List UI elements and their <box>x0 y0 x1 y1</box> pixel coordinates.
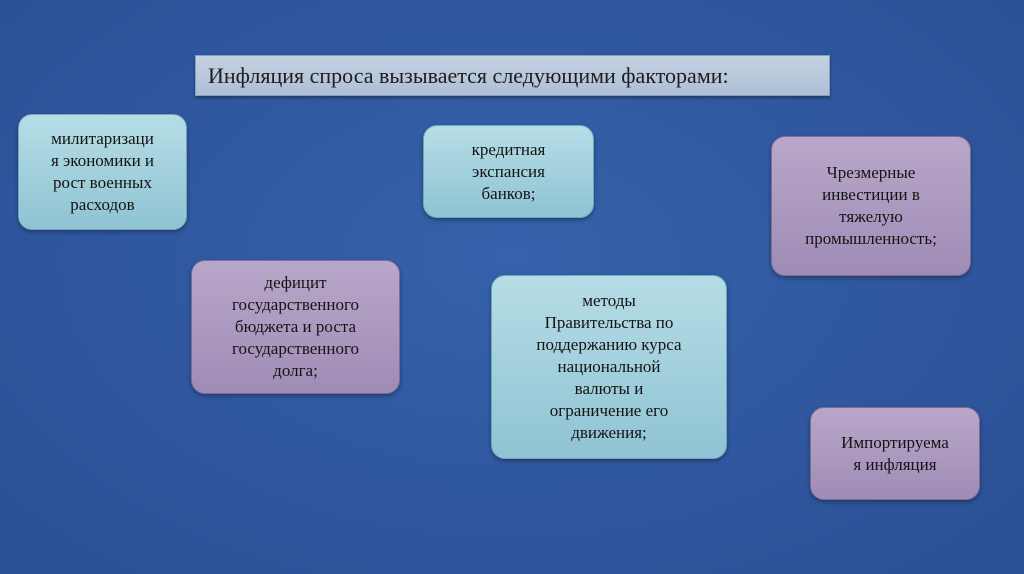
factor-militarization-text: милитаризаци я экономики и рост военных расходов <box>50 129 155 214</box>
slide-title <box>195 55 830 96</box>
factor-box-militarization <box>18 114 187 230</box>
factor-heavy-industry-investment-text: Чрезмерные инвестиции в тяжелую промышленность; <box>805 163 937 248</box>
factor-box-heavy-industry-investment <box>771 136 971 276</box>
factor-box-currency-methods <box>491 275 727 459</box>
factor-currency-methods-text: методы Правительства по поддержанию курса национальной валюты и ограничение его движения; <box>536 291 682 442</box>
factor-budget-deficit-text: дефицит государственного бюджета и роста государственного долга; <box>231 273 360 380</box>
slide-title-text: Инфляция спроса вызывается следующими факторами: <box>208 62 729 88</box>
factor-imported-inflation-text: Импортируема я инфляция <box>841 432 949 474</box>
factor-credit-expansion-text: кредитная экспансия банков; <box>471 139 546 203</box>
factor-box-imported-inflation <box>810 407 980 500</box>
factor-box-credit-expansion <box>423 125 594 218</box>
factor-box-budget-deficit <box>191 260 400 394</box>
